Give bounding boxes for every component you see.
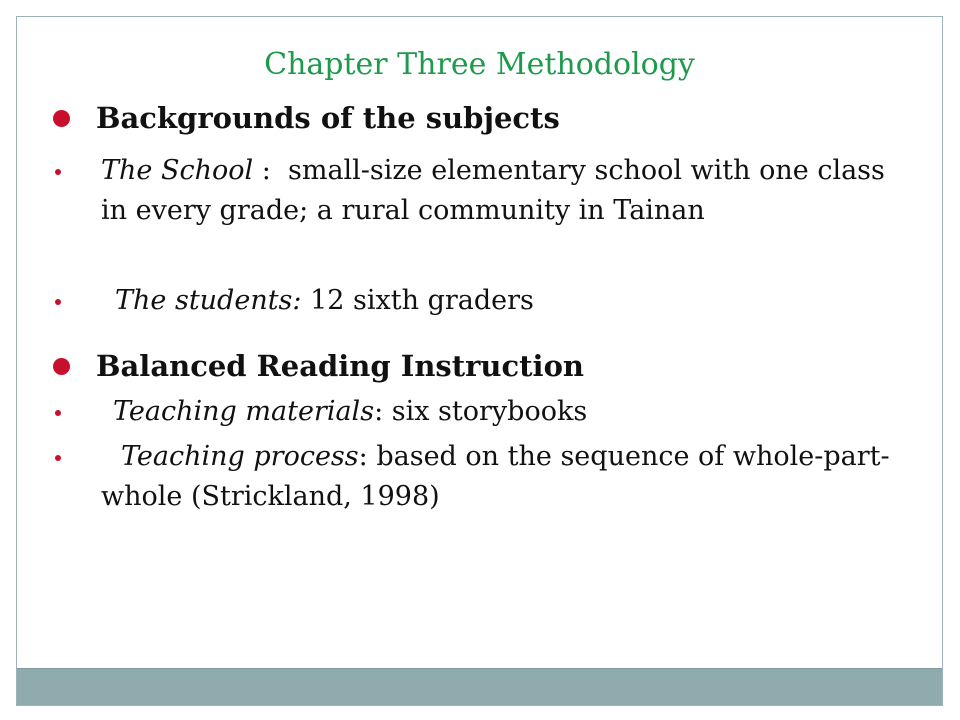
slide-content <box>17 17 942 705</box>
list-item-process <box>55 437 915 517</box>
slide-frame <box>16 16 943 706</box>
item-separator <box>302 285 311 316</box>
item-text: 12 sixth graders <box>310 285 534 316</box>
item-separator: : <box>374 396 392 427</box>
item-text: small-size elementary school with one class in every grade; a rural community in Tainan <box>101 155 885 226</box>
bullet-dot-icon <box>55 455 61 461</box>
section-heading-text: Backgrounds of the subjects <box>96 101 560 135</box>
bullet-dot-icon <box>53 110 70 127</box>
section-heading-text: Balanced Reading Instruction <box>96 349 585 383</box>
bullet-dot-icon <box>55 169 61 175</box>
bullet-dot-icon <box>53 358 70 375</box>
item-separator: : <box>253 155 288 186</box>
list-item-school <box>55 151 915 231</box>
item-term: Teaching process <box>121 441 359 472</box>
list-item-materials <box>55 392 915 432</box>
item-term: Teaching materials <box>113 396 375 427</box>
item-term: The students: <box>115 285 302 316</box>
bullet-dot-icon <box>55 299 61 305</box>
item-text: based on the sequence of whole-part-whole (Strickland, 1998) <box>101 441 890 512</box>
footer-band <box>17 668 942 705</box>
item-text: six storybooks <box>391 396 588 427</box>
section-heading-balanced-reading <box>53 349 584 383</box>
section-heading-backgrounds <box>53 101 560 135</box>
item-separator: : <box>358 441 377 472</box>
slide-title: Chapter Three Methodology <box>264 47 695 82</box>
item-term: The School <box>101 155 254 186</box>
bullet-dot-icon <box>55 410 61 416</box>
list-item-students <box>55 281 915 321</box>
